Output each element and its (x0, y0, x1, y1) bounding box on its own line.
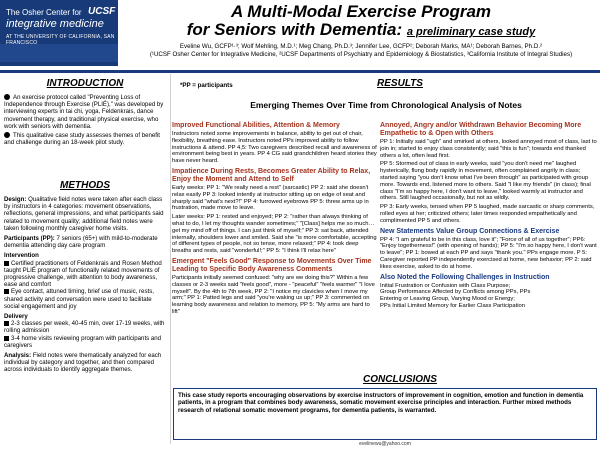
conclusions-text: This case study reports encouraging observations by exercise instructors of improvement in cognition, emotion and function in dementia patients, in a program that combines body awareness, somatic movement exercise principles and interaction. Further mixed methods research of relational somatic movement programs, for dementia patients, is warranted. (178, 392, 584, 414)
results-middle-column (172, 116, 378, 372)
intervention-text-1: Certified practitioners of Feldenkrais and Rosen Method taught PLIÉ program of functionally related movements of progressive challenge, with attention to body awareness, ease and comfort (4, 259, 162, 289)
theme-5-heading: New Statements Value Group Connections & Exercise (380, 227, 560, 235)
bullet-icon (4, 132, 10, 138)
delivery-label-text: Delivery (4, 313, 28, 321)
intervention-text-2: Eye contact, attuned timing, brief use of music, rests, shared activity and conversation were used to facilitate social engagement and joy (4, 288, 154, 310)
logo-line-3: AT THE UNIVERSITY OF CALIFORNIA, SAN FRANCISCO (6, 34, 115, 46)
title-line-2 (126, 21, 596, 41)
poster-header (0, 0, 600, 70)
challenge-line-2: Group Performance Affected by Conflicts among PPs, PPs (380, 289, 531, 296)
themes-title: Emerging Themes Over Time from Chronological Analysis of Notes (250, 100, 522, 110)
column-divider (170, 74, 171, 444)
theme-2-body-1: Early weeks: PP 1: "We really need a rest" (sarcastic) PP 2: said she doesn't relax easily PP 3: looked intently at instructor sitting up on edge of seat and sharply said "what's next?!" PP 4: furrowed eyebrows PP 5: threw arms up in frustration, made move to leave. (172, 184, 369, 212)
delivery-item-1 (4, 320, 166, 334)
affiliation-list: (¹UCSF Osher Center for Integrative Medicine, ²UCSF Departments of Psychiatry and Epidemiology & Biostatistics, ³California Institute of Integral Studies) (149, 51, 573, 58)
introduction-body (4, 94, 166, 146)
participants-label: Participants (PP): (4, 235, 55, 243)
intervention-item-1 (4, 260, 166, 289)
intro-text-2: This qualitative case study assesses themes of benefit and challenge during an 18-week pilot study. (4, 132, 161, 147)
intervention-label-text: Intervention (4, 252, 39, 260)
challenge-line-4: PPs Initial Limited Memory for Earlier Class Participation (380, 302, 525, 309)
bullet-icon (4, 321, 9, 326)
title-line-2-main: for Seniors with Dementia: (186, 20, 407, 39)
analysis-text: Field notes were thematically analyzed for each individual by category and together, and then compared across individuals to identify aggregate themes. (4, 352, 162, 374)
theme-3-body: Participants initially seemed confused: "why are we doing this?" Within a few classes or 2-3 weeks said "feels good", more - "peaceful" "feels warmer" "I love myself". By the 4th to 7th week, PP 2: "I notice my clavicles when I move my arm;" PP 1: Patted legs and said "you're waking us up;" PP 3: commented on learning body awareness and relation to memory, PP 5: "My arms are hard to lift" (172, 274, 375, 315)
intro-text-1: An exercise protocol called "Preventing Loss of Independence through Exercise (PLIÉ)," was developed by interviewing experts in tai chi, yoga, Feldenkrais, dance movement therapy, and traditional physical exercise, who work with seniors with dementia. (4, 94, 164, 130)
bullet-icon (4, 261, 9, 266)
design-label: Design: (4, 196, 27, 203)
participants-footnote: *PP = participants (180, 82, 233, 89)
logo-line-1: The Osher Center for (6, 8, 82, 17)
title-subtitle: a preliminary case study (406, 26, 536, 38)
bullet-icon (4, 336, 9, 341)
challenge-line-3: Entering or Leaving Group, Varying Mood or Energy; (380, 296, 515, 303)
results-heading: RESULTS (377, 78, 423, 89)
header-rule (0, 70, 600, 73)
title-line-1: A Multi-Modal Exercise Program (230, 2, 492, 21)
intervention-label (4, 252, 166, 259)
delivery-item-2 (4, 335, 166, 349)
delivery-label (4, 313, 166, 320)
methods-body (4, 196, 166, 374)
theme-2-heading: Impatience During Rests, Becomes Greater Ability to Relax, Enjoy the Moment and Attend to Self (172, 167, 371, 183)
introduction-heading: INTRODUCTION (46, 78, 124, 89)
theme-1-heading: Improved Functional Abilities, Attention & Memory (172, 122, 340, 129)
intro-paragraph-1 (4, 94, 166, 130)
osher-center-logo (0, 0, 118, 66)
bullet-icon (4, 289, 9, 294)
theme-6-heading: Also Noted the Following Challenges in Instruction (380, 273, 550, 281)
ucsf-logo: UCSF (88, 6, 116, 17)
author-list: Eveline Wu, GCFP¹·³; Wolf Mehling, M.D.¹; Meg Chang, Ph.D.³; Jennifer Lee, GCFP¹; Deborah Marks, MA¹; Deborah Barnes, Ph.D.² (179, 43, 543, 50)
theme-4-heading: Annoyed, Angry and/or Withdrawn Behavior Becoming More Empathetic to & Open with Others (380, 122, 582, 137)
contact-email: evelinewu@yahoo.com (359, 441, 411, 447)
theme-3-heading: Emergent "Feels Good" Response to Movements Over Time Leading to Specific Body Awareness Comments (172, 257, 372, 273)
theme-4-body-1: PP 1: Initially said "ugh" and smirked at others, looked annoyed most of class, last to join in; started to enjoy class consistently; said "this is fun"; towards end thanked others a lot, often lead first. (380, 139, 597, 159)
challenge-line-1: Initial Frustration or Confusion with Class Purpose; (380, 282, 511, 289)
analysis-label: Analysis: (4, 352, 32, 360)
logo-line-2: integrative medicine (6, 18, 104, 30)
conclusions-box (173, 388, 597, 440)
theme-1-body: Instructors noted some improvements in balance, ability to get out of chair, flexibility, breathing ease. Instructors noted PPs improved ability to follow instructions & attend. PP 4,5: Two caregivers described recall and awareness of environment being best in years. PP 4 CG said grandchildren heard stories they have never heard. (172, 131, 377, 165)
delivery-text-2: 3-4 home visits reviewing program with participants and caregivers (4, 334, 162, 349)
intro-paragraph-2 (4, 132, 166, 146)
theme-5-body: PP 4: "I am grateful to be in this class, love it"; "Force of all of us together"; PP6: "Enjoy togetherness!" (with opening of hands); PP 5: "I'm so happy here, I don't want to leave"; PP 1: bowed at each PP and says "thank you." PPs engage more. P 5: Caregiver reported PP independently exercised at home, new behavior; PP 2: said likes exercise, asked to do at home. (380, 236, 597, 270)
logo-bar (0, 44, 118, 62)
results-right-column (380, 116, 598, 372)
participants-text: 7 seniors (65+) with mild-to-moderate dementia attending day care program (4, 235, 158, 250)
bullet-icon (4, 94, 10, 100)
participants-paragraph (4, 235, 166, 249)
left-column (0, 74, 170, 450)
design-paragraph (4, 196, 166, 232)
poster-title (126, 3, 596, 41)
authors-block (126, 43, 596, 59)
methods-heading: METHODS (60, 180, 110, 191)
delivery-text-1: 2-3 classes per week, 40-45 min, over 17-19 weeks, with rolling admission (4, 320, 165, 335)
analysis-paragraph (4, 352, 166, 374)
theme-4-body-2: PP 5: Stormed out of class in early weeks, said "you don't need me" laughed hysterically, flung body rapidly in movement, often complained angrily in class; started saying "you don't know what I've been through" as participated with group more. Towards end, listened more to others. Said "I like my friends" (in class); final class "I'm so happy here, I don't want to leave," looked warmly at instructor and others. Still laughed occasionally, but not as wildly. (380, 161, 591, 202)
conclusions-heading: CONCLUSIONS (363, 374, 437, 385)
intervention-item-2 (4, 288, 166, 310)
theme-2-body-2: Later weeks: PP 1: rested and enjoyed; PP 2: "rather than always thinking of what to do, I let my thoughts wander sometimes;" "[Class] helps me so much…get my mind off of things. I can just think of myself;" PP 3: sat back, attended internally, shoulders lower and smiled. Said she "is more comfortable, accepting of different types of people, not so tense, more relaxed;" PP 4: took deep breaths and rests, said "wonderful!;" PP 5: "I think I'll relax here" (172, 214, 377, 255)
design-text: Qualitative field notes were taken after each class by instructors in 4 categories: movement observations, reflections, general impressions, and what participants said related to movement quality; additional field notes were taken following monthly caregiver home visits. (4, 196, 164, 232)
theme-4-body-3: PP 3: Early weeks, tensed when PP 5 laughed, made sarcastic or sharp comments, rolled eyes at her; criticized others; later times responded empathetically and complimented PP 5 and others. (380, 204, 595, 224)
